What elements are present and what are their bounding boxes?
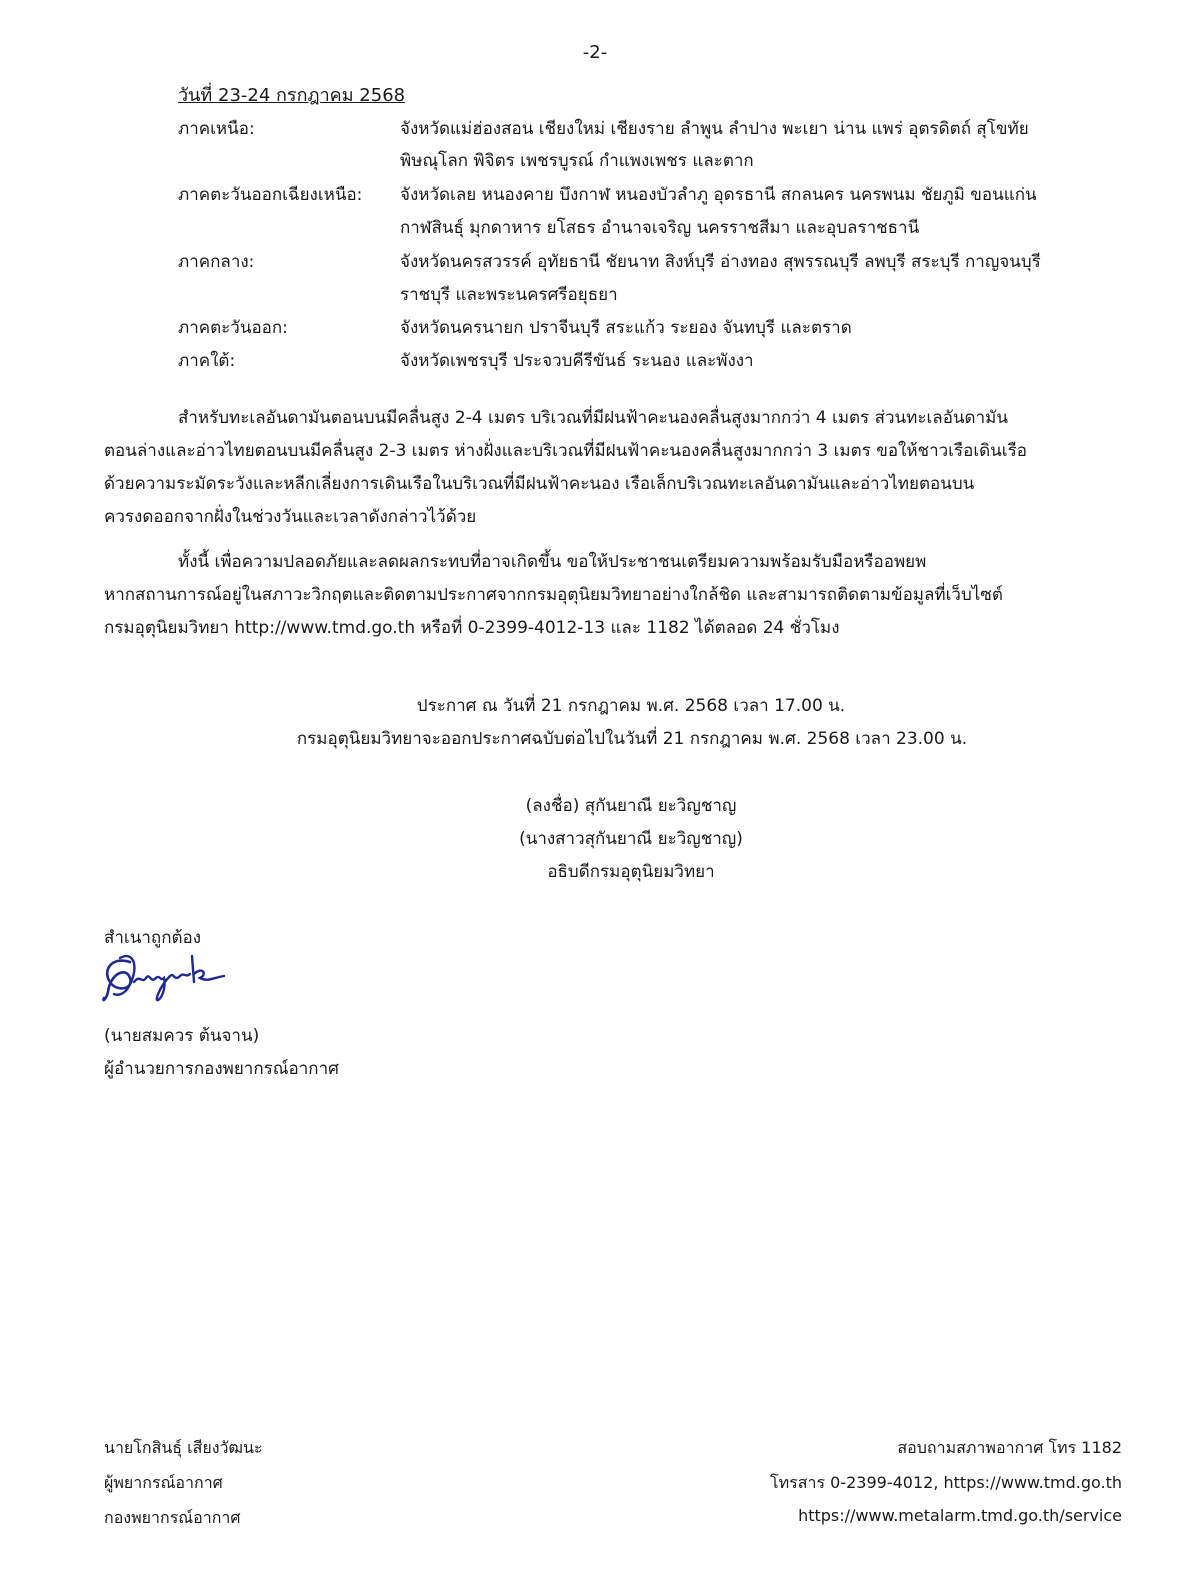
paragraph1-line4: ควรงดออกจากฝั่งในช่วงวันและเวลาดังกล่าวไว้ด้วย (104, 507, 477, 527)
handwritten-signature (100, 948, 230, 1008)
footer-forecaster-name: นายโกสินธุ์ เสียงวัฒนะ (104, 1438, 263, 1457)
paragraph1-line1: สำหรับทะเลอันดามันตอนบนมีคลื่นสูง 2-4 เมตร บริเวณที่มีฝนฟ้าคะนองคลื่นสูงมากกว่า 4 เมตร ส่วนทะเลอันดามัน (178, 408, 1008, 428)
footer-forecaster-role: ผู้พยากรณ์อากาศ (104, 1473, 223, 1492)
footer-contact-phone: สอบถามสภาพอากาศ โทร 1182 (897, 1438, 1122, 1457)
announcement-next: กรมอุตุนิยมวิทยาจะออกประกาศฉบับต่อไปในวันที่ 21 กรกฎาคม พ.ศ. 2568 เวลา 23.00 น. (296, 729, 968, 749)
region-text-northeast-line2: กาฬสินธุ์ มุกดาหาร ยโสธร อำนาจเจริญ นครราชสีมา และอุบลราชธานี (400, 218, 920, 238)
paragraph2-line2: หากสถานการณ์อยู่ในสภาวะวิกฤตและติดตามประกาศจากกรมอุตุนิยมวิทยาอย่างใกล้ชิด และสามารถติดตามข้อมูลที่เว็บไซต์ (104, 585, 1003, 605)
region-label-northeast: ภาคตะวันออกเฉียงเหนือ: (178, 185, 363, 205)
director-signed: (ลงชื่อ) สุกันยาณี ยะวิญชาญ (525, 796, 737, 816)
region-text-central-line2: ราชบุรี และพระนครศรีอยุธยา (400, 285, 618, 305)
region-label-south: ภาคใต้: (178, 351, 236, 371)
director-name: (นางสาวสุกันยาณี ยะวิญชาญ) (519, 829, 743, 849)
footer-contact-fax: โทรสาร 0-2399-4012, https://www.tmd.go.th (770, 1473, 1122, 1492)
region-text-northeast-line1: จังหวัดเลย หนองคาย บึงกาฬ หนองบัวลำภู อุดรธานี สกลนคร นครพนม ชัยภูมิ ขอนแก่น (400, 185, 1037, 205)
region-text-north-line1: จังหวัดแม่ฮ่องสอน เชียงใหม่ เชียงราย ลำพูน ลำปาง พะเยา น่าน แพร่ อุตรดิตถ์ สุโขทัย (400, 119, 1029, 139)
certified-label: สำเนาถูกต้อง (104, 928, 202, 948)
paragraph2-line1: ทั้งนี้ เพื่อความปลอดภัยและลดผลกระทบที่อาจเกิดขึ้น ขอให้ประชาชนเตรียมความพร้อมรับมือหรืออพยพ (178, 552, 927, 572)
region-text-north-line2: พิษณุโลก พิจิตร เพชรบูรณ์ กำแพงเพชร และตาก (400, 151, 754, 171)
region-label-central: ภาคกลาง: (178, 252, 255, 272)
director-title: อธิบดีกรมอุตุนิยมวิทยา (547, 862, 715, 882)
region-label-north: ภาคเหนือ: (178, 119, 255, 139)
region-label-east: ภาคตะวันออก: (178, 318, 288, 338)
paragraph1-line3: ด้วยความระมัดระวังและหลีกเลี่ยงการเดินเรือในบริเวณที่มีฝนฟ้าคะนอง เรือเล็กบริเวณทะเลอันดามันและอ่าวไทยตอนบน (104, 474, 975, 494)
region-text-east-line1: จังหวัดนครนายก ปราจีนบุรี สระแก้ว ระยอง จันทบุรี และตราด (400, 318, 852, 338)
announcement-issued: ประกาศ ณ วันที่ 21 กรกฎาคม พ.ศ. 2568 เวลา 17.00 น. (416, 696, 846, 716)
page-number: -2- (582, 42, 608, 63)
certified-name: (นายสมควร ต้นจาน) (104, 1026, 260, 1046)
paragraph2-line3: กรมอุตุนิยมวิทยา http://www.tmd.go.th หรือที่ 0-2399-4012-13 และ 1182 ได้ตลอด 24 ชั่วโมง (104, 618, 840, 638)
footer-forecaster-division: กองพยากรณ์อากาศ (104, 1508, 241, 1527)
region-text-central-line1: จังหวัดนครสวรรค์ อุทัยธานี ชัยนาท สิงห์บุรี อ่างทอง สุพรรณบุรี ลพบุรี สระบุรี กาญจนบุรี (400, 252, 1041, 272)
paragraph1-line2: ตอนล่างและอ่าวไทยตอนบนมีคลื่นสูง 2-3 เมตร ห่างฝั่งและบริเวณที่มีฝนฟ้าคะนองคลื่นสูงมากกว่า 3 เมตร ขอให้ชาวเรือเดินเรือ (104, 441, 1027, 461)
region-text-south-line1: จังหวัดเพชรบุรี ประจวบคีรีขันธ์ ระนอง และพังงา (400, 351, 754, 371)
date-heading: วันที่ 23-24 กรกฎาคม 2568 (178, 85, 406, 106)
certified-title: ผู้อำนวยการกองพยากรณ์อากาศ (104, 1059, 339, 1079)
footer-contact-link[interactable]: https://www.metalarm.tmd.go.th/service (798, 1506, 1122, 1525)
